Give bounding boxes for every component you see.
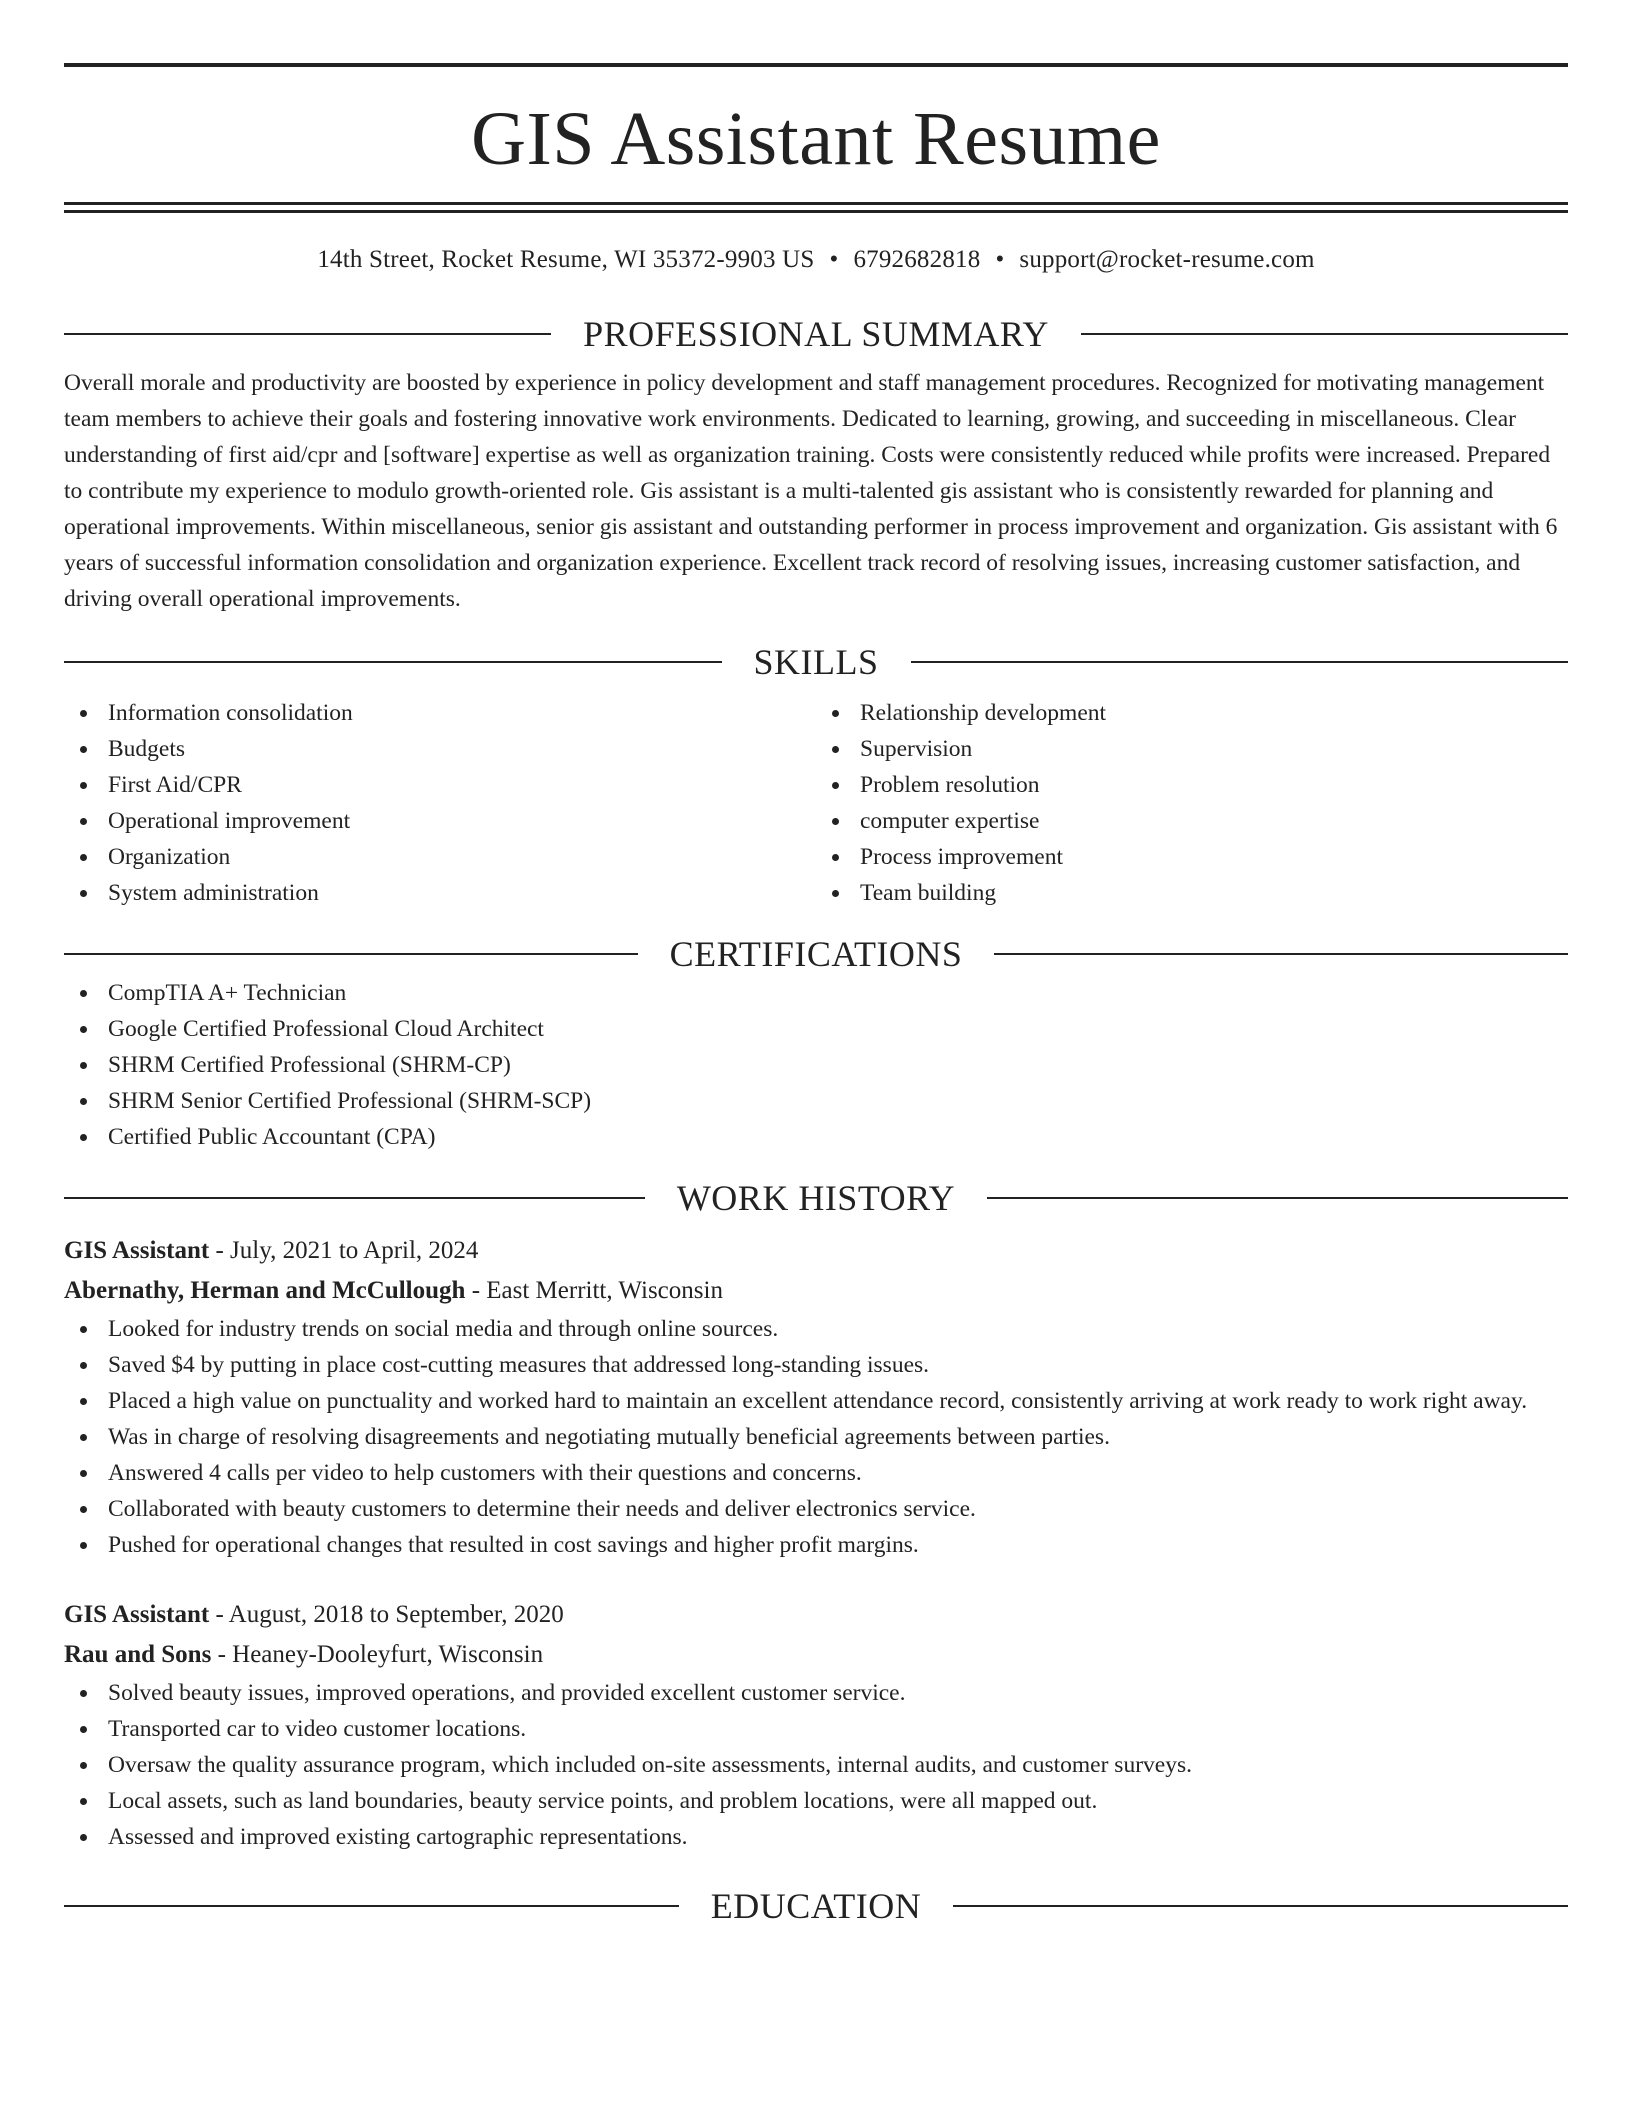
list-item xyxy=(64,1527,1568,1563)
list-item xyxy=(64,1747,1568,1783)
list-item xyxy=(64,695,816,731)
list-item xyxy=(64,1119,1568,1155)
list-item xyxy=(64,1047,1568,1083)
heading-rule xyxy=(64,1905,679,1907)
bullet-dot xyxy=(80,1542,87,1549)
summary-heading-label: PROFESSIONAL SUMMARY xyxy=(583,314,1049,354)
list-item-text: Assessed and improved existing cartographic representations. xyxy=(108,1824,688,1850)
list-item-text: Supervision xyxy=(860,736,973,762)
bullet-dot xyxy=(832,818,839,825)
list-item xyxy=(816,695,1568,731)
list-item xyxy=(816,731,1568,767)
certifications-list xyxy=(64,975,1568,1155)
list-item xyxy=(64,839,816,875)
heading-rule xyxy=(994,953,1568,955)
job-location: - East Merritt, Wisconsin xyxy=(465,1277,723,1304)
skills-section-heading xyxy=(64,641,1568,683)
heading-rule xyxy=(987,1197,1568,1199)
heading-rule xyxy=(64,333,551,335)
bullet-dot xyxy=(832,782,839,789)
list-item xyxy=(64,803,816,839)
bullet-dot xyxy=(80,1098,87,1105)
contact-line xyxy=(64,247,1568,275)
list-item-text: Saved $4 by putting in place cost-cutting measures that addressed long-standing issues. xyxy=(108,1352,930,1378)
job-bullets xyxy=(64,1675,1568,1855)
education-heading-label: EDUCATION xyxy=(710,1886,922,1926)
job-title: GIS Assistant xyxy=(64,1601,210,1628)
contact-phone: 6792682818 xyxy=(853,246,981,273)
heading-rule xyxy=(911,661,1569,663)
job-dates: - August, 2018 to September, 2020 xyxy=(209,1601,564,1628)
skills-left-list xyxy=(64,695,816,911)
list-item-text: Problem resolution xyxy=(860,772,1040,798)
resume-content xyxy=(64,0,1568,1927)
bullet-dot xyxy=(80,1398,87,1405)
list-item-text: Budgets xyxy=(108,736,186,762)
list-item-text: computer expertise xyxy=(860,808,1040,834)
list-item-text: SHRM Certified Professional (SHRM-CP) xyxy=(108,1052,511,1078)
bullet-dot xyxy=(80,1134,87,1141)
list-item-text: Process improvement xyxy=(860,844,1063,870)
title-double-rule xyxy=(64,202,1568,213)
list-item-text: Looked for industry trends on social media and through online sources. xyxy=(108,1316,779,1342)
bullet-dot xyxy=(80,710,87,717)
list-item xyxy=(64,767,816,803)
list-item-text: System administration xyxy=(108,880,319,906)
work-section-heading xyxy=(64,1177,1568,1219)
contact-separator: • xyxy=(995,246,1005,273)
bullet-dot xyxy=(80,782,87,789)
list-item xyxy=(64,731,816,767)
skills-columns xyxy=(64,695,1568,911)
list-item-text: Was in charge of resolving disagreements and negotiating mutually beneficial agreements between parties. xyxy=(108,1424,1110,1450)
bullet-dot xyxy=(80,746,87,753)
job-company-line xyxy=(64,1271,1568,1311)
summary-text: Overall morale and productivity are boosted by experience in policy development and staff management procedures. Recognized for motivating management team members to achieve their goals and fostering innovative work environments. Dedicated to learning, growing, and succeeding in miscellaneous. Clear understanding of first aid/cpr and [software] expertise as well as organization training. Costs were consistently reduced while profits were increased. Prepared to contribute my experience to modulo growth-oriented role. Gis assistant is a multi-talented gis assistant who is consistently rewarded for planning and operational improvements. Within miscellaneous, senior gis assistant and outstanding performer in process improvement and organization. Gis assistant with 6 years of successful information consolidation and organization experience. Excellent track record of resolving issues, increasing customer satisfaction, and driving overall operational improvements. xyxy=(64,370,1558,612)
education-section-heading xyxy=(64,1885,1568,1927)
skills-right-list xyxy=(816,695,1568,911)
resume-title: GIS Assistant Resume xyxy=(471,97,1161,181)
job-title-line xyxy=(64,1231,1568,1271)
job-company: Rau and Sons xyxy=(64,1641,212,1668)
summary-section-heading xyxy=(64,313,1568,355)
skills-heading-label: SKILLS xyxy=(753,642,879,682)
list-item-text: Relationship development xyxy=(860,700,1107,726)
list-item-text: Local assets, such as land boundaries, beauty service points, and problem locations, were all mapped out. xyxy=(108,1788,1098,1814)
list-item-text: SHRM Senior Certified Professional (SHRM-SCP) xyxy=(108,1088,592,1114)
bullet-dot xyxy=(832,710,839,717)
job-entry xyxy=(64,1231,1568,1563)
list-item xyxy=(64,975,1568,1011)
job-entry xyxy=(64,1595,1568,1855)
job-title: GIS Assistant xyxy=(64,1237,210,1264)
list-item-text: Team building xyxy=(860,880,997,906)
list-item-text: Transported car to video customer locations. xyxy=(108,1716,527,1742)
bullet-dot xyxy=(80,1062,87,1069)
list-item xyxy=(64,1011,1568,1047)
list-item xyxy=(64,1311,1568,1347)
list-item xyxy=(816,839,1568,875)
job-title-line xyxy=(64,1595,1568,1635)
list-item xyxy=(816,803,1568,839)
job-location: - Heaney-Dooleyfurt, Wisconsin xyxy=(211,1641,544,1668)
bullet-dot xyxy=(832,854,839,861)
list-item xyxy=(64,1419,1568,1455)
list-item-text: Pushed for operational changes that resulted in cost savings and higher profit margins. xyxy=(108,1532,919,1558)
bullet-dot xyxy=(80,1762,87,1769)
heading-rule xyxy=(64,953,638,955)
job-company: Abernathy, Herman and McCullough xyxy=(64,1277,466,1304)
list-item xyxy=(64,1711,1568,1747)
list-item xyxy=(64,1383,1568,1419)
list-item xyxy=(64,1491,1568,1527)
list-item xyxy=(64,875,816,911)
bullet-dot xyxy=(80,1026,87,1033)
list-item-text: Certified Public Accountant (CPA) xyxy=(108,1124,436,1150)
bullet-dot xyxy=(80,854,87,861)
bullet-dot xyxy=(80,990,87,997)
list-item-text: First Aid/CPR xyxy=(108,772,242,798)
job-dates: - July, 2021 to April, 2024 xyxy=(209,1237,479,1264)
list-item xyxy=(64,1675,1568,1711)
list-item-text: Operational improvement xyxy=(108,808,351,834)
bullet-dot xyxy=(80,1690,87,1697)
heading-rule xyxy=(64,1197,645,1199)
list-item-text: Oversaw the quality assurance program, which included on-site assessments, internal audits, and customer surveys. xyxy=(108,1752,1192,1778)
certifications-section-heading xyxy=(64,933,1568,975)
heading-rule xyxy=(64,661,722,663)
heading-rule xyxy=(953,1905,1568,1907)
bullet-dot xyxy=(80,818,87,825)
contact-address: 14th Street, Rocket Resume, WI 35372-9903 US xyxy=(317,246,815,273)
bullet-dot xyxy=(832,746,839,753)
bullet-dot xyxy=(80,1326,87,1333)
contact-separator: • xyxy=(829,246,839,273)
list-item xyxy=(64,1783,1568,1819)
list-item xyxy=(64,1455,1568,1491)
contact-email: support@rocket-resume.com xyxy=(1019,246,1315,273)
list-item-text: Solved beauty issues, improved operations, and provided excellent customer service. xyxy=(108,1680,906,1706)
bullet-dot xyxy=(80,1434,87,1441)
bullet-dot xyxy=(80,1726,87,1733)
list-item-text: Placed a high value on punctuality and worked hard to maintain an excellent attendance record, consistently arriving at work ready to work right away. xyxy=(108,1388,1528,1414)
bullet-dot xyxy=(80,1834,87,1841)
bullet-dot xyxy=(80,1362,87,1369)
list-item-text: Information consolidation xyxy=(108,700,353,726)
bullet-dot xyxy=(80,1470,87,1477)
list-item-text: CompTIA A+ Technician xyxy=(108,980,347,1006)
list-item xyxy=(64,1819,1568,1855)
bullet-dot xyxy=(832,890,839,897)
top-rule xyxy=(64,63,1568,67)
list-item-text: Answered 4 calls per video to help customers with their questions and concerns. xyxy=(108,1460,862,1486)
list-item-text: Collaborated with beauty customers to determine their needs and deliver electronics service. xyxy=(108,1496,976,1522)
job-bullets xyxy=(64,1311,1568,1563)
list-item xyxy=(64,1347,1568,1383)
work-heading-label: WORK HISTORY xyxy=(676,1178,956,1218)
list-item-text: Google Certified Professional Cloud Architect xyxy=(108,1016,544,1042)
job-company-line xyxy=(64,1635,1568,1675)
certifications-heading-label: CERTIFICATIONS xyxy=(669,934,963,974)
bullet-dot xyxy=(80,1506,87,1513)
bullet-dot xyxy=(80,1798,87,1805)
list-item-text: Organization xyxy=(108,844,231,870)
list-item xyxy=(64,1083,1568,1119)
list-item xyxy=(816,767,1568,803)
heading-rule xyxy=(1081,333,1568,335)
bullet-dot xyxy=(80,890,87,897)
list-item xyxy=(816,875,1568,911)
